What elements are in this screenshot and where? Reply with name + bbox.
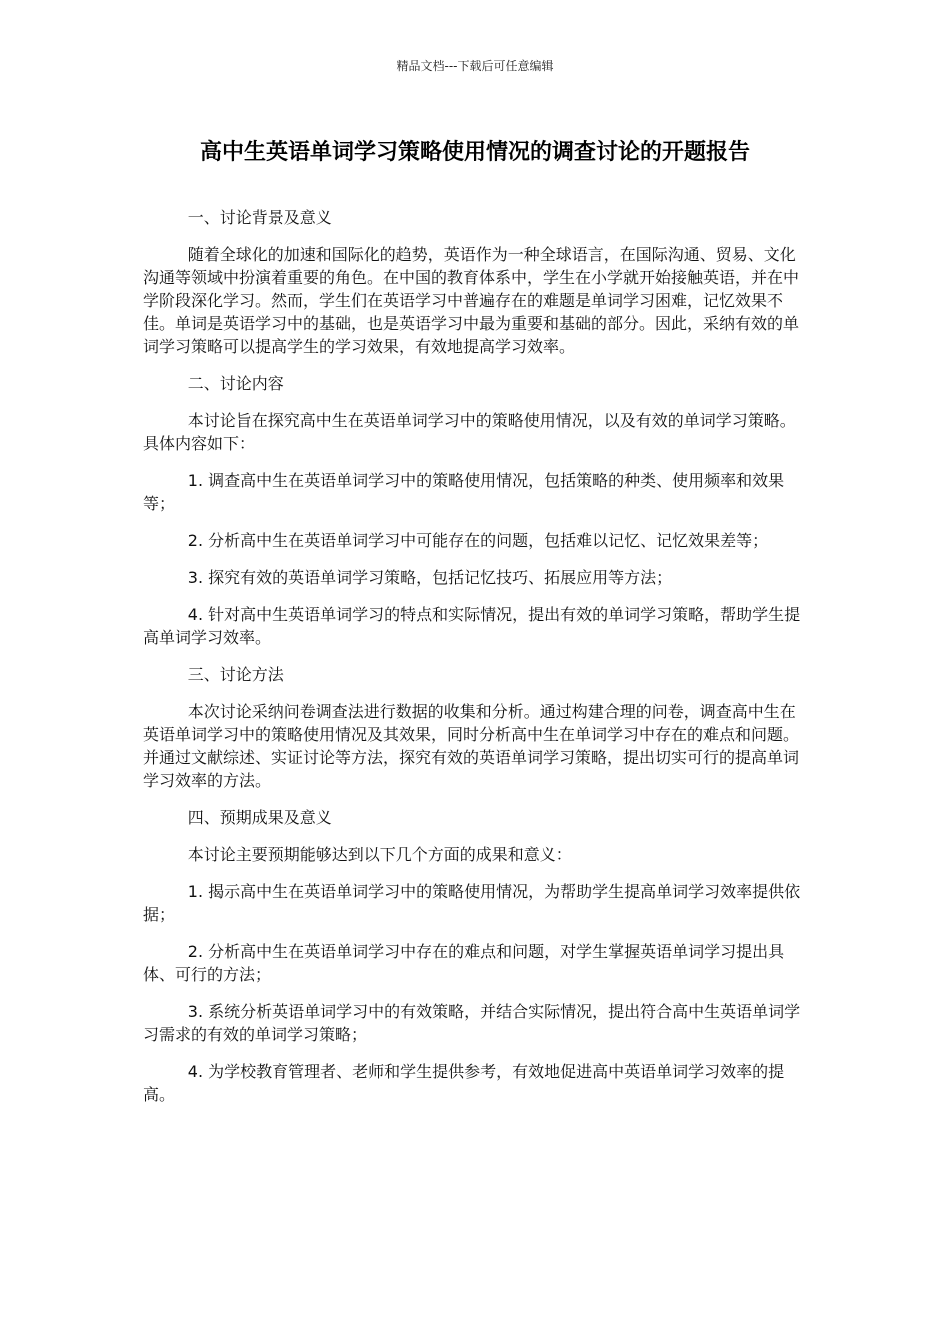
list-item-content-1: 1. 调查高中生在英语单词学习中的策略使用情况，包括策略的种类、使用频率和效果等；	[143, 471, 785, 513]
section-heading-method: 三、讨论方法	[187, 665, 284, 684]
paragraph-method: 本次讨论采纳问卷调查法进行数据的收集和分析。通过构建合理的问卷，调查高中生在英语单词学习中的策略使用情况及其效果，同时分析高中生在单词学习中存在的难点和问题。并通过文献综述、实证讨论等方法，探究有效的英语单词学习策略，提出切实可行的提高单词学习效率的方法。	[143, 702, 800, 790]
list-item-outcome-2: 2. 分析高中生在英语单词学习中存在的难点和问题，对学生掌握英语单词学习提出具体、可行的方法；	[143, 942, 785, 984]
section-heading-outcomes: 四、预期成果及意义	[187, 808, 332, 827]
document-body	[143, 206, 805, 1120]
paragraph-outcomes-intro: 本讨论主要预期能够达到以下几个方面的成果和意义：	[187, 845, 572, 864]
list-item-outcome-4: 4. 为学校教育管理者、老师和学生提供参考，有效地促进高中英语单词学习效率的提高。	[143, 1062, 785, 1104]
list-item-content-3: 3. 探究有效的英语单词学习策略，包括记忆技巧、拓展应用等方法；	[187, 568, 673, 587]
document-title: 高中生英语单词学习策略使用情况的调查讨论的开题报告	[199, 140, 750, 165]
section-heading-background: 一、讨论背景及意义	[187, 208, 332, 227]
paragraph-background: 随着全球化的加速和国际化的趋势，英语作为一种全球语言，在国际沟通、贸易、文化沟通等领域中扮演着重要的角色。在中国的教育体系中，学生在小学就开始接触英语，并在中学阶段深化学习。然而，学生们在英语学习中普遍存在的难题是单词学习困难，记忆效果不佳。单词是英语学习中的基础，也是英语学习中最为重要和基础的部分。因此，采纳有效的单词学习策略可以提高学生的学习效果，有效地提高学习效率。	[143, 245, 800, 356]
list-item-content-2: 2. 分析高中生在英语单词学习中可能存在的问题，包括难以记忆、记忆效果差等；	[187, 531, 769, 550]
paragraph-content-intro: 本讨论旨在探究高中生在英语单词学习中的策略使用情况，以及有效的单词学习策略。具体内容如下：	[143, 411, 796, 453]
section-heading-content: 二、讨论内容	[187, 374, 284, 393]
list-item-content-4: 4. 针对高中生英语单词学习的特点和实际情况，提出有效的单词学习策略，帮助学生提高单词学习效率。	[143, 605, 801, 647]
list-item-outcome-1: 1. 揭示高中生在英语单词学习中的策略使用情况，为帮助学生提高单词学习效率提供依据；	[143, 882, 801, 924]
header-note: 精品文档---下载后可任意编辑	[396, 59, 554, 73]
list-item-outcome-3: 3. 系统分析英语单词学习中的有效策略，并结合实际情况，提出符合高中生英语单词学习需求的有效的单词学习策略；	[143, 1002, 801, 1044]
